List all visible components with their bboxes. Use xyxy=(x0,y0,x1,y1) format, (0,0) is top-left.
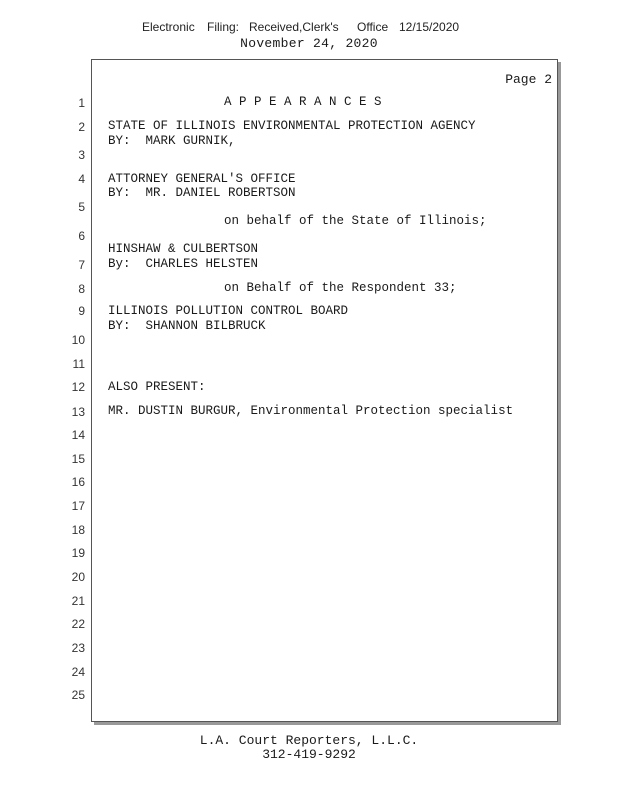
line-number: 1 xyxy=(78,96,85,110)
firm-attorney: By: CHARLES HELSTEN xyxy=(108,257,259,271)
line-number: 7 xyxy=(78,258,85,272)
line-number: 8 xyxy=(78,282,85,296)
line-number: 22 xyxy=(71,617,85,631)
line-number: 14 xyxy=(71,428,85,442)
also-present-person: MR. DUSTIN BURGUR, Environmental Protection specialist xyxy=(108,404,514,418)
line-number: 17 xyxy=(71,499,85,513)
attorney-general-office: ATTORNEY GENERAL'S OFFICE xyxy=(108,172,296,186)
line-number: 9 xyxy=(78,304,85,318)
line-number: 6 xyxy=(78,229,85,243)
page-number: Page 2 xyxy=(505,72,552,87)
stamp-filing: Filing: xyxy=(207,20,240,34)
firm-behalf: on Behalf of the Respondent 33; xyxy=(224,281,457,295)
line-number: 12 xyxy=(71,380,85,394)
line-number: 10 xyxy=(71,333,85,347)
board-officer: BY: SHANNON BILBRUCK xyxy=(108,319,266,333)
hearing-date: November 24, 2020 xyxy=(240,36,378,51)
firm-name: HINSHAW & CULBERTSON xyxy=(108,242,259,256)
attorney-general-behalf: on behalf of the State of Illinois; xyxy=(224,214,487,228)
stamp-received: Received,Clerk's xyxy=(249,20,339,34)
board-name: ILLINOIS POLLUTION CONTROL BOARD xyxy=(108,304,349,318)
line-number: 13 xyxy=(71,405,85,419)
agency-name: STATE OF ILLINOIS ENVIRONMENTAL PROTECTION AGENCY xyxy=(108,119,476,133)
also-present-label: ALSO PRESENT: xyxy=(108,380,206,394)
line-number: 20 xyxy=(71,570,85,584)
footer-phone: 312-419-9292 xyxy=(262,747,356,762)
stamp-date: 12/15/2020 xyxy=(399,20,460,34)
line-number: 3 xyxy=(78,148,85,162)
line-number: 5 xyxy=(78,200,85,214)
line-number: 16 xyxy=(71,475,85,489)
line-number: 19 xyxy=(71,546,85,560)
agency-attorney: BY: MARK GURNIK, xyxy=(108,134,236,148)
stamp-electronic: Electronic xyxy=(142,20,195,34)
line-number: 15 xyxy=(71,452,85,466)
line-number: 4 xyxy=(78,172,85,186)
line-number: 2 xyxy=(78,120,85,134)
line-number: 21 xyxy=(71,594,85,608)
footer-company: L.A. Court Reporters, L.L.C. xyxy=(199,733,419,748)
attorney-general-attorney: BY: MR. DANIEL ROBERTSON xyxy=(108,186,296,200)
line-number: 25 xyxy=(71,688,85,702)
line-number: 24 xyxy=(71,665,85,679)
line-number: 23 xyxy=(71,641,85,655)
filing-stamp xyxy=(0,20,618,36)
appearances-heading: A P P E A R A N C E S xyxy=(224,95,382,109)
line-number: 18 xyxy=(71,523,85,537)
stamp-office: Office xyxy=(357,20,389,34)
line-number: 11 xyxy=(72,357,85,371)
